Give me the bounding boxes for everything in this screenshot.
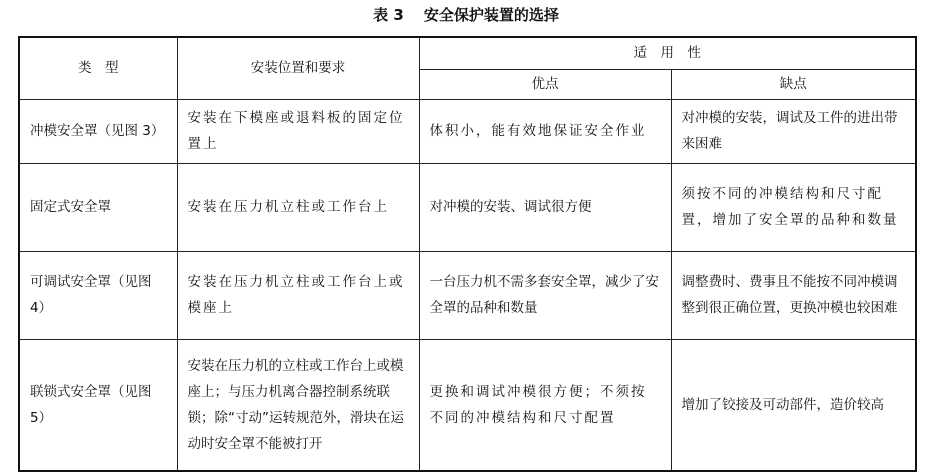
cell-position: 安装在压力机立柱或工作台上或模座上: [177, 251, 419, 339]
header-disadvantages: 缺点: [671, 69, 916, 99]
cell-advantages: 更换和调试冲模很方便；不须按不同的冲模结构和尺寸配置: [419, 339, 671, 471]
safety-device-table: [18, 36, 917, 472]
table-row: [19, 163, 916, 251]
cell-position: 安装在下模座或退料板的固定位置上: [177, 99, 419, 163]
table-title: 安全保护装置的选择: [423, 6, 559, 24]
header-position: 安装位置和要求: [177, 37, 419, 99]
table-caption: [0, 4, 932, 26]
cell-disadvantages: 增加了铰接及可动部件，造价较高: [671, 339, 916, 471]
cell-type: 可调试安全罩（见图 4）: [19, 251, 177, 339]
header-type: 类 型: [19, 37, 177, 99]
cell-disadvantages: 调整费时、费事且不能按不同冲模调整到很正确位置，更换冲模也较困难: [671, 251, 916, 339]
cell-position: 安装在压力机立柱或工作台上: [177, 163, 419, 251]
header-advantages: 优点: [419, 69, 671, 99]
cell-position: 安装在压力机的立柱或工作台上或模座上；与压力机离合器控制系统联锁；除“寸动”运转规范外，滑块在运动时安全罩不能被打开: [177, 339, 419, 471]
table-row: [19, 251, 916, 339]
table-number: 表 3: [373, 6, 404, 24]
cell-disadvantages: 对冲模的安装，调试及工件的进出带来困难: [671, 99, 916, 163]
cell-disadvantages: 须按不同的冲模结构和尺寸配置，增加了安全罩的品种和数量: [671, 163, 916, 251]
cell-advantages: 体积小，能有效地保证安全作业: [419, 99, 671, 163]
cell-type: 固定式安全罩: [19, 163, 177, 251]
header-applicability: 适 用 性: [419, 37, 916, 69]
cell-advantages: 一台压力机不需多套安全罩，减少了安全罩的品种和数量: [419, 251, 671, 339]
cell-advantages: 对冲模的安装、调试很方便: [419, 163, 671, 251]
table-row: [19, 339, 916, 471]
table-row: [19, 99, 916, 163]
cell-type: 联锁式安全罩（见图 5）: [19, 339, 177, 471]
cell-type: 冲模安全罩（见图 3）: [19, 99, 177, 163]
